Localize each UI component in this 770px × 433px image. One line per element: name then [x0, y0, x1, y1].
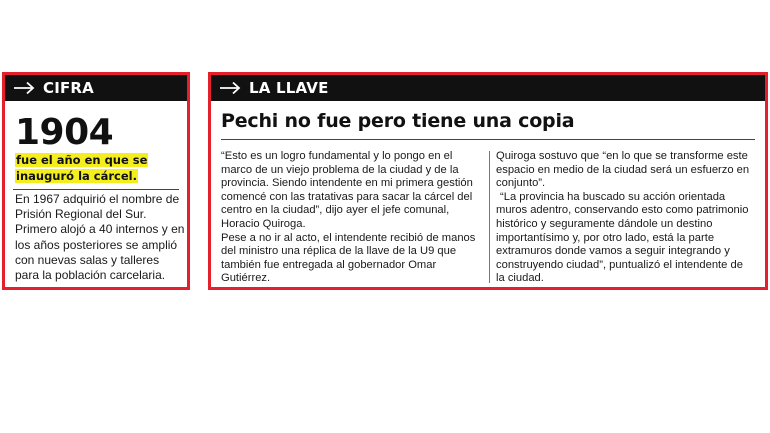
cifra-body-text: En 1967 adquirió el nombre de Prisión Regional del Sur. Primero alojó a 40 internos y en los años posteriores se amplió con nuevas salas y talleres para la población carcelaria.: [15, 192, 185, 283]
cifra-box: [2, 72, 190, 290]
llave-headline: Pechi no fue pero tiene una copia: [221, 110, 575, 132]
llave-header: [211, 75, 765, 101]
cifra-header: [5, 75, 187, 101]
llave-headline-wrap: [221, 103, 755, 140]
llave-header-label: LA LLAVE: [249, 79, 329, 97]
llave-right-paragraph: Quiroga sostuvo que “en lo que se transforme este espacio en medio de la ciudad será un esfuerzo en conjunto”.: [496, 150, 750, 190]
cifra-header-label: CIFRA: [43, 79, 94, 97]
llave-left-paragraph: Pese a no ir al acto, el intendente recibió de manos del ministro una réplica de la llave de la U9 que también fue entregada al gobernador Omar Gutiérrez.: [221, 231, 476, 285]
llave-box: [208, 72, 768, 290]
llave-right-paragraph: “La provincia ha buscado su acción orientada muros adentro, conservando esto como patrimonio histórico y seguramente dándole un destino importantísimo y, por otro lado, está la parte extramuros donde vamos a seguir integrando y construyendo ciudad”, puntualizó el intendente de la ciudad.: [496, 190, 749, 285]
cifra-number: 1904: [15, 112, 114, 153]
llave-column-right: [496, 150, 754, 286]
arrow-right-icon: [219, 81, 241, 95]
llave-left-paragraph: “Esto es un logro fundamental y lo pongo en el marco de un viejo problema de la ciudad y de la provincia. Siendo intendente en mi primera gestión comencé con las tratativas para sacar la cárcel del centro en la ciudad”, dijo ayer el jefe comunal, Horacio Quiroga.: [221, 150, 473, 230]
cifra-highlight-mark: fue el año en que se inauguró la cárcel.: [16, 153, 148, 183]
cifra-divider: [13, 189, 179, 190]
llave-column-left: [221, 150, 483, 286]
column-separator: [489, 151, 490, 283]
cifra-highlight-text: [15, 152, 165, 184]
arrow-right-icon: [13, 81, 35, 95]
